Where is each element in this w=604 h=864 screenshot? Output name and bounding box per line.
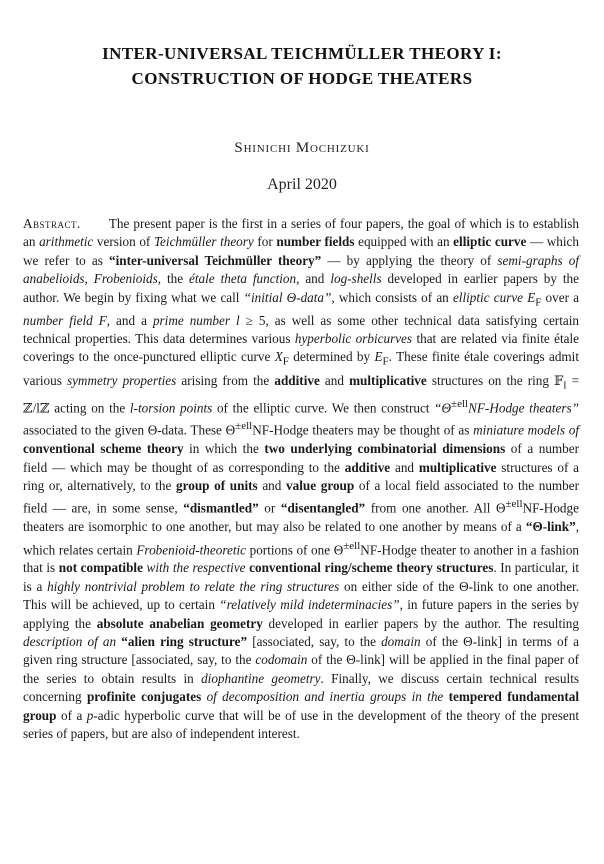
abstract-segment: developed in earlier papers by the author. The resulting [262,615,579,631]
abstract-segment: , the [157,271,190,287]
abstract-segment: “inter-universal Teichmüller theory” [109,252,322,268]
abstract-segment: Frobenioid-theoretic [136,541,246,557]
abstract-segment: ±ell [505,498,523,511]
abstract-segment: “Θ-link” [525,519,576,535]
abstract-segment: F [535,296,542,309]
abstract-segment: profinite conjugates [86,689,202,705]
abstract-segment: , and [296,271,331,287]
abstract-segment: and [390,459,419,475]
abstract-segment: “initial Θ-data” [243,289,332,305]
abstract-segment: “alien ring structure” [121,634,248,650]
abstract-segment: additive [344,459,391,475]
abstract-segment: of a local field associated to the number field — are, in some sense, [23,477,580,516]
abstract-segment: diophantine geometry [201,670,321,686]
paper-title-line-2: CONSTRUCTION OF HODGE THEATERS [131,69,473,88]
abstract-segment: for [253,234,277,250]
abstract-segment: ±ell [451,397,469,410]
abstract-label: Abstract. [23,216,81,231]
abstract-segment: in which the [183,441,265,457]
abstract-segment: and [257,477,287,493]
abstract-segment: of the Θ-link] in terms of a given ring structure [associated, say, to the [23,634,579,668]
abstract-segment: -adic hyperbolic curve that will be of use in the development of the theory of the present series of papers, but are also of independent interest. [23,707,579,742]
abstract-segment: absolute anabelian geometry [96,615,263,631]
abstract-segment: , which relates certain [23,519,579,557]
abstract-segment: symmetry properties [66,372,177,388]
abstract-segment: . These finite étale coverings admit various [23,349,579,388]
abstract-segment: semi-graphs of anabelioids [23,252,580,287]
abstract-segment: domain [381,634,421,650]
abstract-segment: of decomposition and inertia groups in the [206,689,444,705]
abstract-segment: “dismantled” [183,500,259,516]
abstract-segment: version of [93,234,154,250]
abstract-segment: étale theta function [189,271,297,287]
paper-author: Shinichi Mochizuki [234,140,370,156]
abstract-segment: arising from the [176,372,275,388]
abstract-segment: , [84,271,94,287]
abstract-segment: codomain [255,652,308,668]
abstract-segment: group of units [176,477,258,493]
abstract-segment: multiplicative [349,372,427,388]
abstract-segment: NF-Hodge theaters are isomorphic to one another, but may also be related to one another by means of a [23,500,579,535]
abstract-segment: portions of one Θ [246,541,344,557]
abstract-segment: conventional ring/scheme theory structures [249,560,494,576]
abstract-segment: developed in earlier papers by the author. We begin by fixing what we call [23,271,580,305]
abstract-segment: two underlying combinatorial dimensions [264,441,506,457]
abstract-segment: number field F [23,312,107,328]
abstract-segment: . Finally, we discuss certain technical results concerning [23,670,579,705]
abstract-segment: tempered fundamental group [23,689,580,723]
abstract-segment: associated to the given Θ-data. These Θ [23,422,236,438]
abstract-segment: Frobenioids [93,271,158,287]
abstract-segment: [associated, say, to the [247,634,382,650]
abstract-segment: arithmetic [39,234,94,250]
abstract-segment: NF-Hodge theaters” [468,399,579,415]
abstract-segment: elliptic curve E [452,289,536,305]
abstract-segment: or [258,500,281,516]
abstract-segment: of a number field — which may be thought of as corresponding to the [23,441,580,475]
abstract-segment: with the respective [146,560,246,576]
abstract-segment: p [86,707,94,723]
abstract-segment: number fields [276,234,355,250]
paper-title-line-1: INTER-UNIVERSAL TEICHMÜLLER THEORY I: [102,44,502,63]
abstract-segment: structures of a ring or, alternatively, to the [23,459,580,493]
abstract-segment: on either side of the Θ-link to one another. This will be achieved, up to certain [23,578,580,613]
abstract-segment: log-shells [330,271,382,287]
abstract-segment: description of an [23,634,117,650]
abstract-segment: and [319,372,350,388]
abstract-segment: l [563,379,567,392]
abstract-segment: hyperbolic orbicurves [294,331,413,347]
abstract-segment: miniature models of [473,422,579,438]
abstract-segment: prime number l [152,312,240,328]
abstract-segment: , and a [106,312,153,328]
abstract-segment: E [374,349,383,365]
abstract-segment: — which we refer to as [23,234,579,268]
abstract-segment: conventional scheme theory [23,441,184,457]
abstract-segment: F [282,356,289,369]
abstract-segment: of the Θ-link] will be applied in the final paper of the series to obtain results in [23,652,579,686]
abstract-segment: = ℤ/lℤ acting on the [23,372,580,415]
abstract-segment: The present paper is the first in a series of four papers, the goal of which is to establish an [23,216,579,250]
abstract-segment: . In particular, it is a [23,560,580,594]
abstract-segment: ±ell [235,420,253,433]
abstract-segment: F [382,356,389,369]
abstract-segment: — by applying the theory of [321,252,498,268]
abstract-segment: not compatible [58,560,143,576]
abstract-segment: X [274,349,283,365]
abstract-segment: ±ell [343,539,361,552]
abstract-segment: determined by [288,349,375,365]
abstract-segment: highly nontrivial problem to relate the ring structures [47,578,340,594]
abstract-segment: NF-Hodge theaters may be thought of as [252,422,474,438]
abstract-segment: Teichmüller theory [153,234,254,250]
abstract-segment: structures on the ring 𝔽 [426,372,564,388]
abstract-segment: , in future papers in the series by applying the [23,597,579,631]
abstract-segment: “relatively mild indeterminacies” [219,597,400,613]
abstract-segment: “disentangled” [280,500,366,516]
abstract-segment: equipped with an [354,234,454,250]
abstract-segment: “Θ [434,399,452,415]
abstract-segment: NF-Hodge theater to another in a fashion that is [23,541,580,576]
abstract-segment: l-torsion points [129,399,213,415]
abstract-segment: additive [274,372,320,388]
abstract-segment: multiplicative [418,459,497,475]
abstract-segment: that are related via finite étale coverings to the once-punctured elliptic curve [23,331,579,365]
abstract-segment: over a [541,289,580,305]
abstract-paragraph [23,215,579,743]
abstract-segment: , which consists of an [331,289,453,305]
paper-date: April 2020 [267,176,337,193]
abstract-segment: of a [56,707,87,723]
abstract-segment: elliptic curve [453,234,527,250]
abstract-segment: of the elliptic curve. We then construct [212,399,435,415]
abstract-segment: value group [286,477,355,493]
abstract-segment: from one another. All Θ [365,500,506,516]
abstract-segment: ≥ 5, as well as some other technical data satisfying certain technical properties. This data determines various [23,312,579,347]
